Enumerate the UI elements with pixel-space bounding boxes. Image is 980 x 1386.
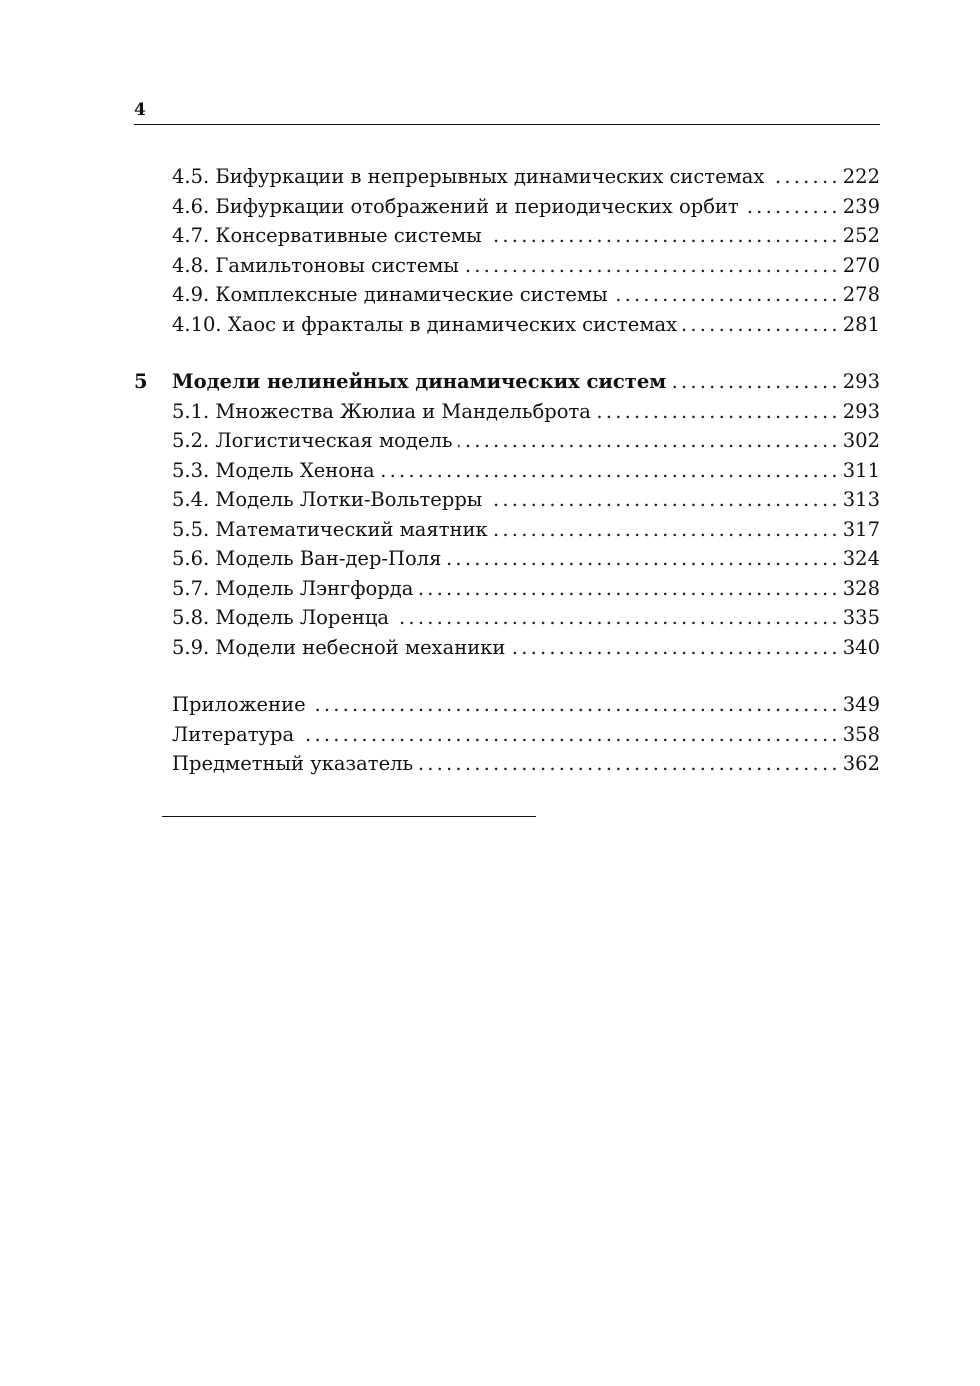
toc-entry-title: 5.5. Математический маятник [172,517,488,541]
toc-entry-title: 5.9. Модели небесной механики [172,635,506,659]
toc-chapter-5[interactable] [134,367,880,397]
dot-leader [419,749,841,779]
toc-entry-4-7[interactable] [134,221,880,251]
toc-entry-page: 252 [842,224,880,247]
toc-entry-5-4[interactable] [134,485,880,515]
toc-entry-5-3[interactable] [134,456,880,486]
toc-entry-5-8[interactable] [134,603,880,633]
dot-leader [597,397,841,427]
toc-entry-title: 5.2. Логистическая модель [172,429,453,452]
dot-leader [672,367,841,397]
toc-entry-page: 239 [842,194,880,218]
dot-leader [465,251,841,281]
dot-leader [494,515,841,545]
toc-entry-title: 5.3. Модель Хенона [172,458,375,482]
table-of-contents [134,162,880,779]
toc-entry-5-5[interactable] [134,515,880,545]
toc-entry-page: 335 [842,606,880,629]
toc-entry-page: 302 [842,429,880,452]
toc-entry-title: 5.6. Модель Ван-дер-Поля [172,547,442,570]
dot-leader [312,690,841,720]
toc-entry-page: 358 [842,722,880,746]
dot-leader [395,603,841,633]
toc-entry-title: 4.10. Хаос и фракталы в динамических системах [172,312,678,336]
dot-leader [488,221,841,251]
toc-entry-title: Предметный указатель [172,752,414,775]
toc-entry-page: 362 [842,752,880,775]
toc-entry-5-7[interactable] [134,574,880,604]
toc-entry-title: 4.9. Комплексные динамические системы [172,283,608,306]
dot-leader [511,633,840,663]
toc-entry-4-10[interactable] [134,310,880,340]
toc-entry-title: Литература [172,722,295,746]
toc-entry-5-9[interactable] [134,633,880,663]
toc-entry-4-5[interactable] [134,162,880,192]
toc-entry-title: 5.8. Модель Лоренца [172,606,390,629]
toc-entry-5-2[interactable] [134,426,880,456]
dot-leader [381,456,841,486]
toc-entry-title: 4.8. Гамильтоновы системы [172,253,459,277]
chapter-title: Модели нелинейных динамических систем [172,370,667,393]
toc-entry-page: 328 [842,576,880,600]
toc-entry-title: 4.5. Бифуркации в непрерывных динамических системах [172,165,765,188]
toc-entry-title: 5.4. Модель Лотки-Вольтерры [172,488,483,511]
chapter-number: 5 [134,370,148,393]
chapter-page: 293 [842,370,880,393]
dot-leader [419,574,840,604]
header-rule [134,124,880,125]
toc-entry-page: 349 [842,693,880,716]
toc-entry-page: 340 [842,635,880,659]
toc-entry-title: 4.6. Бифуркации отображений и периодических орбит [172,194,739,218]
toc-entry-page: 311 [842,458,880,482]
toc-entry-page: 222 [842,165,880,188]
toc-entry-5-1[interactable] [134,397,880,427]
toc-entry-references[interactable] [134,720,880,750]
page-number: 4 [134,100,146,120]
toc-entry-title: Приложение [172,693,306,716]
dot-leader [488,485,840,515]
toc-entry-page: 270 [842,253,880,277]
toc-entry-page: 324 [842,547,880,570]
toc-entry-page: 281 [842,312,880,336]
toc-entry-appendix[interactable] [134,690,880,720]
toc-entry-4-8[interactable] [134,251,880,281]
toc-entry-5-6[interactable] [134,544,880,574]
toc-entry-title: 5.7. Модель Лэнгфорда [172,576,414,600]
footnote-rule [162,816,536,817]
dot-leader [745,192,841,222]
toc-entry-page: 293 [842,399,880,423]
toc-entry-title: 5.1. Множества Жюлиа и Мандельброта [172,399,591,423]
dot-leader [614,280,841,310]
dot-leader [683,310,841,340]
toc-entry-title: 4.7. Консервативные системы [172,224,482,247]
toc-entry-index[interactable] [134,749,880,779]
toc-entry-page: 313 [842,488,880,511]
toc-entry-page: 317 [842,517,880,541]
dot-leader [300,720,841,750]
toc-entry-4-9[interactable] [134,280,880,310]
dot-leader [447,544,840,574]
toc-entry-4-6[interactable] [134,192,880,222]
dot-leader [770,162,840,192]
toc-entry-page: 278 [842,283,880,306]
dot-leader [458,426,840,456]
